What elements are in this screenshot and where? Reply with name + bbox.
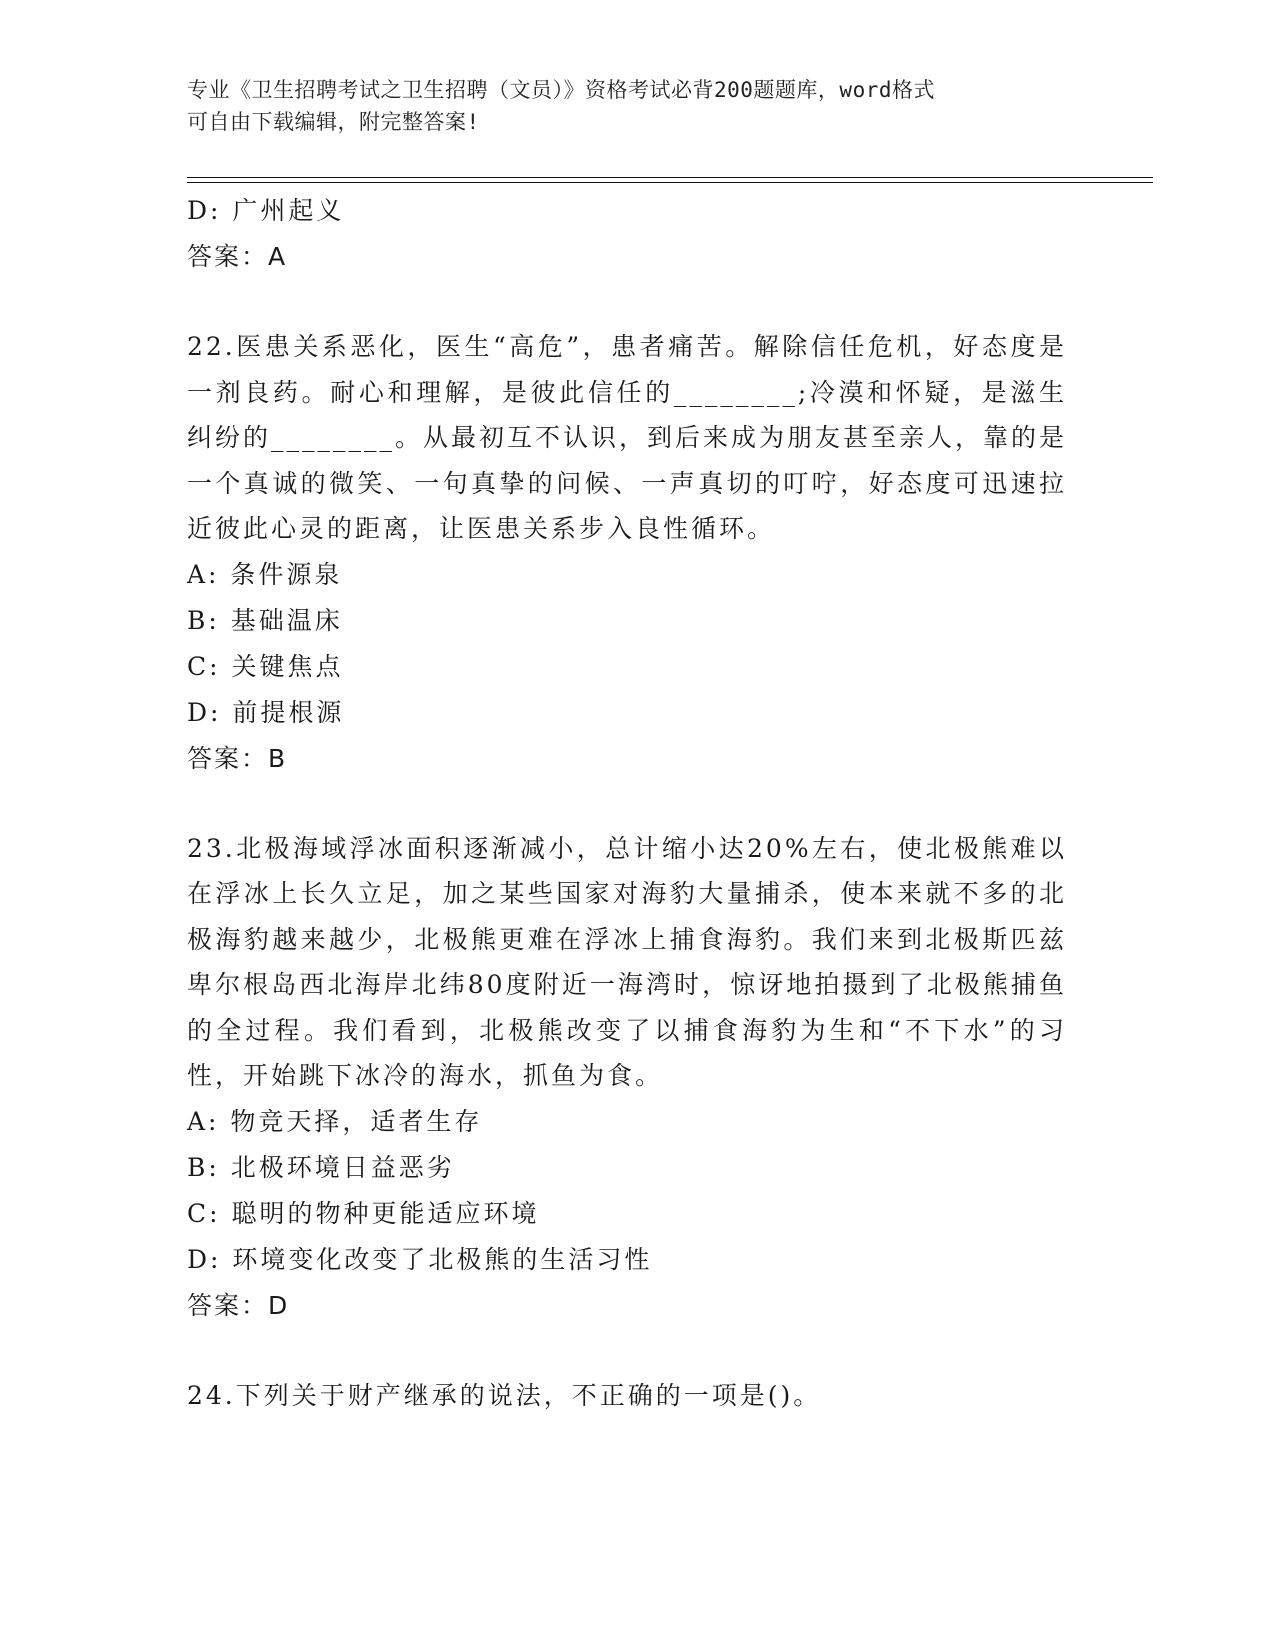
question-23-answer: 答案：D: [187, 1290, 290, 1320]
question-22-option-c: C: 关键焦点: [187, 651, 344, 681]
question-22-option-b: B: 基础温床: [187, 605, 343, 635]
header-title-line-2: 可自由下载编辑，附完整答案!: [187, 110, 480, 134]
question-23-text: 23.北极海域浮冰面积逐渐减小，总计缩小达20%左右，使北极熊难以在浮冰上长久立足，加之某些国家对海豹大量捕杀，使本来就不多的北极海豹越来越少，北极熊更难在浮冰上捕食海豹。我们来到北极斯匹兹卑尔根岛西北海岸北纬80度附近一海湾时，惊讶地拍摄到了北极熊捕鱼的全过程。我们看到，北极熊改变了以捕食海豹为生和“不下水”的习性，开始跳下冰冷的海水，抓鱼为食。: [187, 833, 1067, 1090]
question-22-text: 22.医患关系恶化，医生“高危”，患者痛苦。解除信任危机，好态度是一剂良药。耐心和理解，是彼此信任的________;冷漠和怀疑，是滋生纠纷的________。从最初互不认识，到后来成为朋友甚至亲人，靠的是一个真诚的微笑、一句真挚的问候、一声真切的叮咛，好态度可迅速拉近彼此心灵的距离，让医患关系步入良性循环。: [187, 332, 1068, 543]
question-23-option-a: A: 物竞天择，适者生存: [187, 1106, 483, 1136]
question-22-answer: 答案：B: [187, 743, 288, 773]
spacer: [187, 1329, 1067, 1373]
question-23-option-c: C: 聪明的物种更能适应环境: [187, 1198, 540, 1228]
question-22: [187, 324, 1067, 782]
question-22-option-a: A: 条件源泉: [187, 559, 343, 589]
prev-option-d: D: 广州起义: [187, 196, 345, 225]
question-22-option-d: D: 前提根源: [187, 697, 345, 727]
spacer: [187, 280, 1067, 324]
prev-answer: 答案：A: [187, 242, 288, 271]
spacer: [187, 782, 1067, 826]
header-title-line-1: 专业《卫生招聘考试之卫生招聘（文员）》资格考试必背200题题库，word格式: [187, 78, 935, 102]
header-divider-bottom: [187, 182, 1153, 183]
question-23: [187, 826, 1067, 1329]
question-24-text: 24.下列关于财产继承的说法，不正确的一项是()。: [187, 1380, 822, 1410]
document-header: [187, 74, 1067, 138]
question-24: [187, 1373, 1067, 1419]
question-23-option-b: B: 北极环境日益恶劣: [187, 1152, 455, 1182]
question-23-option-d: D: 环境变化改变了北极熊的生活习性: [187, 1244, 653, 1274]
question-content: [187, 188, 1067, 1418]
header-divider-top: [187, 177, 1153, 178]
